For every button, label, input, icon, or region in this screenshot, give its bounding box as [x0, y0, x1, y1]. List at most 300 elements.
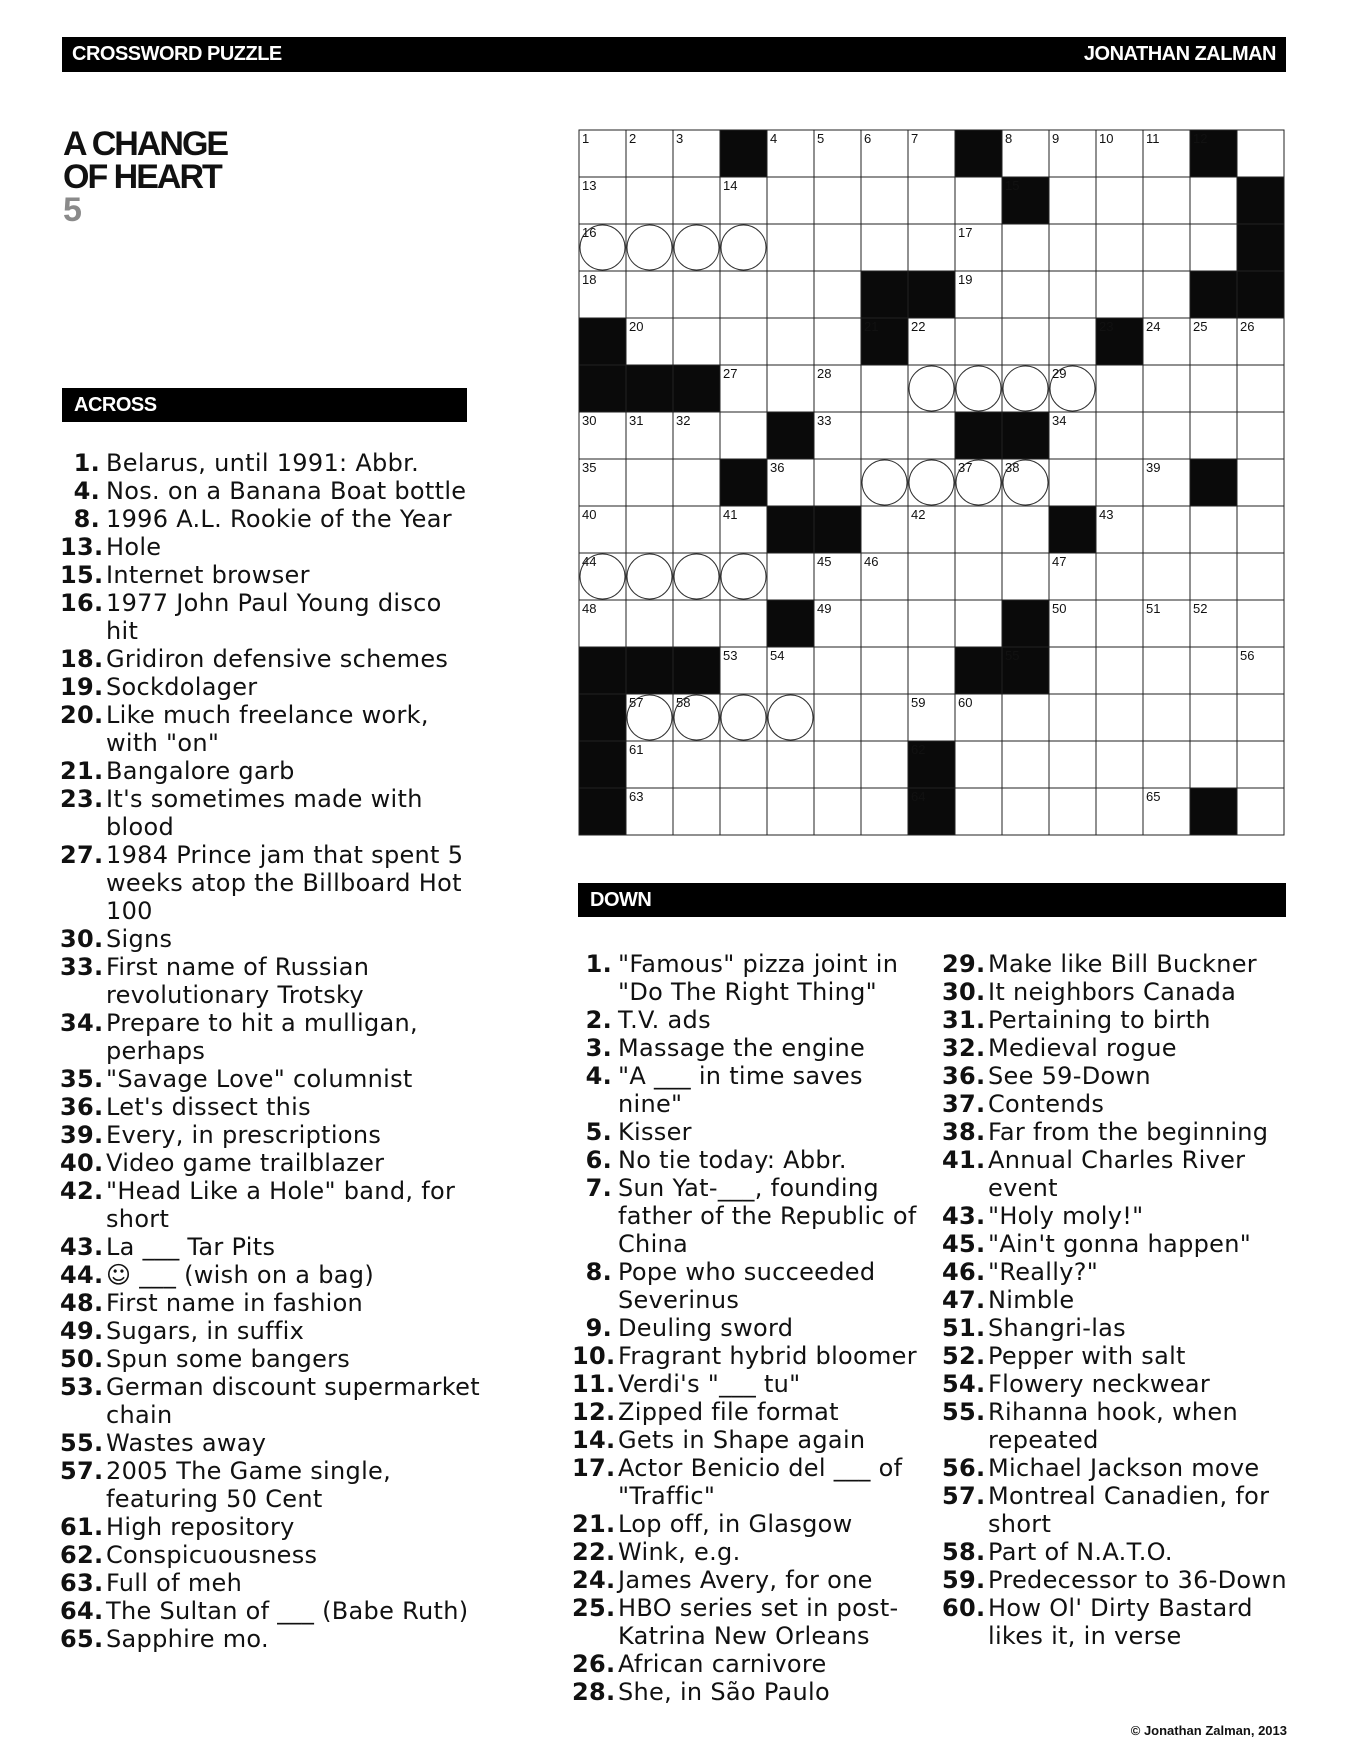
- cell-number: 58: [676, 695, 691, 710]
- grid-cell[interactable]: [1096, 271, 1143, 318]
- grid-cell[interactable]: [1002, 318, 1049, 365]
- grid-cell[interactable]: [767, 318, 814, 365]
- grid-block: [1237, 177, 1284, 224]
- header-author: JONATHAN ZALMAN: [1083, 43, 1276, 65]
- clue-number: 57.: [942, 1482, 986, 1510]
- clue-number: 49.: [60, 1317, 104, 1345]
- clue-text: Annual Charles River event: [988, 1146, 1246, 1202]
- clue-number: 55.: [60, 1429, 104, 1457]
- clue-item: [572, 1034, 932, 1062]
- grid-cell[interactable]: [767, 788, 814, 835]
- clue-item: [942, 1538, 1292, 1566]
- cell-number: 41: [723, 507, 738, 522]
- grid-cell[interactable]: [673, 788, 720, 835]
- grid-cell[interactable]: [1190, 647, 1237, 694]
- grid-cell[interactable]: [626, 177, 673, 224]
- grid-cell[interactable]: [767, 271, 814, 318]
- clue-item: [572, 1062, 932, 1118]
- grid-cell[interactable]: [767, 553, 814, 600]
- clue-number: 39.: [60, 1121, 104, 1149]
- grid-cell[interactable]: [908, 365, 955, 412]
- grid-block: [814, 506, 861, 553]
- clue-text: Sapphire mo.: [106, 1625, 269, 1653]
- clue-number: 48.: [60, 1289, 104, 1317]
- grid-cell[interactable]: [720, 694, 767, 741]
- cell-number: 17: [958, 225, 973, 240]
- grid-cell[interactable]: [955, 741, 1002, 788]
- grid-cell[interactable]: [908, 177, 955, 224]
- grid-cell[interactable]: [1002, 553, 1049, 600]
- grid-cell[interactable]: [1237, 741, 1284, 788]
- clue-number: 28.: [572, 1678, 616, 1706]
- clue-text: It neighbors Canada: [988, 978, 1237, 1006]
- clue-text: 2005 The Game single, featuring 50 Cent: [106, 1457, 392, 1513]
- cell-number: 21: [864, 319, 879, 334]
- grid-cell[interactable]: [861, 647, 908, 694]
- clue-item: [572, 1426, 932, 1454]
- grid-cell[interactable]: [1143, 224, 1190, 271]
- grid-cell[interactable]: [1002, 506, 1049, 553]
- grid-cell[interactable]: [814, 459, 861, 506]
- cell-number: 64: [911, 789, 926, 804]
- grid-cell[interactable]: [1190, 553, 1237, 600]
- grid-cell[interactable]: [1049, 788, 1096, 835]
- clue-number: 64.: [60, 1597, 104, 1625]
- clue-item: [60, 1177, 480, 1233]
- grid-cell[interactable]: [861, 600, 908, 647]
- clue-text: Verdi's "___ tu": [618, 1370, 801, 1398]
- cell-number: 10: [1099, 131, 1114, 146]
- grid-cell[interactable]: [955, 788, 1002, 835]
- grid-cell[interactable]: [1096, 694, 1143, 741]
- grid-cell[interactable]: [1237, 694, 1284, 741]
- clue-number: 31.: [942, 1006, 986, 1034]
- grid-cell[interactable]: [1143, 365, 1190, 412]
- clue-text: Like much freelance work, with "on": [106, 701, 429, 757]
- grid-cell[interactable]: [673, 553, 720, 600]
- clue-number: 13.: [60, 533, 104, 561]
- clue-text: First name of Russian revolutionary Trotsky: [106, 953, 370, 1009]
- clue-number: 20.: [60, 701, 104, 729]
- across-clue-list: [60, 449, 480, 1653]
- cell-number: 29: [1052, 366, 1067, 381]
- clue-text: Rihanna hook, when repeated: [988, 1398, 1238, 1454]
- clue-text: ☺ ___ (wish on a bag): [106, 1261, 374, 1289]
- clue-text: High repository: [106, 1513, 295, 1541]
- grid-cell[interactable]: [673, 271, 720, 318]
- clue-text: Montreal Canadien, for short: [988, 1482, 1270, 1538]
- grid-cell[interactable]: [673, 506, 720, 553]
- grid-cell[interactable]: [626, 459, 673, 506]
- grid-cell[interactable]: [814, 271, 861, 318]
- cell-number: 60: [958, 695, 973, 710]
- clue-number: 11.: [572, 1370, 616, 1398]
- grid-cell[interactable]: [955, 553, 1002, 600]
- clue-text: Sockdolager: [106, 673, 258, 701]
- cell-number: 32: [676, 413, 691, 428]
- grid-cell[interactable]: [1002, 788, 1049, 835]
- clue-number: 14.: [572, 1426, 616, 1454]
- clue-item: [60, 1317, 480, 1345]
- grid-cell[interactable]: [1096, 741, 1143, 788]
- clue-number: 43.: [60, 1233, 104, 1261]
- grid-cell[interactable]: [1190, 694, 1237, 741]
- grid-cell[interactable]: [767, 741, 814, 788]
- clue-text: Video game trailblazer: [106, 1149, 385, 1177]
- clue-number: 50.: [60, 1345, 104, 1373]
- clue-number: 10.: [572, 1342, 616, 1370]
- cell-number: 22: [911, 319, 926, 334]
- cell-number: 55: [1005, 648, 1020, 663]
- clue-item: [60, 673, 480, 701]
- grid-block: [673, 365, 720, 412]
- grid-cell[interactable]: [673, 177, 720, 224]
- grid-cell[interactable]: [1002, 224, 1049, 271]
- cell-number: 20: [629, 319, 644, 334]
- grid-cell[interactable]: [1143, 553, 1190, 600]
- grid-block: [1237, 271, 1284, 318]
- grid-cell[interactable]: [1096, 224, 1143, 271]
- clue-item: [942, 1258, 1292, 1286]
- grid-cell[interactable]: [814, 177, 861, 224]
- grid-cell[interactable]: [814, 647, 861, 694]
- grid-cell[interactable]: [1049, 177, 1096, 224]
- grid-cell[interactable]: [1049, 459, 1096, 506]
- grid-cell[interactable]: [861, 694, 908, 741]
- clue-number: 4.: [73, 477, 100, 505]
- clue-item: [942, 1594, 1292, 1650]
- clue-item: [572, 1342, 932, 1370]
- title-number: 5: [63, 191, 80, 229]
- cell-number: 48: [582, 601, 597, 616]
- clue-text: Fragrant hybrid bloomer: [618, 1342, 917, 1370]
- cell-number: 16: [582, 225, 597, 240]
- clue-text: Let's dissect this: [106, 1093, 311, 1121]
- clue-number: 62.: [60, 1541, 104, 1569]
- grid-block: [579, 365, 626, 412]
- clue-number: 4.: [585, 1062, 612, 1090]
- grid-cell[interactable]: [1237, 553, 1284, 600]
- grid-cell[interactable]: [1143, 412, 1190, 459]
- clue-item: [60, 1121, 480, 1149]
- grid-cell[interactable]: [814, 224, 861, 271]
- grid-cell[interactable]: [767, 224, 814, 271]
- clue-text: 1996 A.L. Rookie of the Year: [106, 505, 452, 533]
- grid-cell[interactable]: [1190, 365, 1237, 412]
- cell-number: 2: [629, 131, 637, 146]
- grid-cell[interactable]: [1049, 318, 1096, 365]
- grid-block: [1190, 788, 1237, 835]
- clue-text: Spun some bangers: [106, 1345, 351, 1373]
- clue-item: [942, 1370, 1292, 1398]
- grid-cell[interactable]: [1237, 600, 1284, 647]
- clue-item: [942, 1286, 1292, 1314]
- grid-cell[interactable]: [861, 177, 908, 224]
- grid-cell[interactable]: [1237, 412, 1284, 459]
- cell-number: 65: [1146, 789, 1161, 804]
- grid-cell[interactable]: [720, 271, 767, 318]
- grid-cell[interactable]: [1096, 412, 1143, 459]
- grid-cell[interactable]: [908, 459, 955, 506]
- clue-item: [60, 1513, 480, 1541]
- grid-cell[interactable]: [1002, 271, 1049, 318]
- grid-cell[interactable]: [1096, 177, 1143, 224]
- down-clue-list-2: [942, 950, 1292, 1650]
- cell-number: 35: [582, 460, 597, 475]
- header-left: CROSSWORD PUZZLE: [72, 43, 282, 65]
- grid-cell[interactable]: [861, 506, 908, 553]
- clue-text: Wastes away: [106, 1429, 267, 1457]
- clue-item: [572, 1314, 932, 1342]
- grid-cell[interactable]: [861, 365, 908, 412]
- clue-number: 52.: [942, 1342, 986, 1370]
- clue-item: [942, 1342, 1292, 1370]
- grid-cell[interactable]: [908, 224, 955, 271]
- clue-item: [60, 785, 480, 841]
- clue-text: Every, in prescriptions: [106, 1121, 382, 1149]
- grid-cell[interactable]: [861, 459, 908, 506]
- clue-number: 25.: [572, 1594, 616, 1622]
- clue-item: [60, 1597, 480, 1625]
- clue-number: 1.: [73, 449, 100, 477]
- grid-cell[interactable]: [1049, 271, 1096, 318]
- clue-item: [60, 1625, 480, 1653]
- clue-text: Signs: [106, 925, 173, 953]
- cell-number: 40: [582, 507, 597, 522]
- grid-block: [955, 412, 1002, 459]
- clue-item: [60, 841, 480, 925]
- grid-cell[interactable]: [1049, 741, 1096, 788]
- grid-cell[interactable]: [955, 318, 1002, 365]
- grid-block: [955, 130, 1002, 177]
- grid-cell[interactable]: [1190, 506, 1237, 553]
- clue-item: [60, 1429, 480, 1457]
- clue-item: [60, 449, 480, 477]
- grid-cell[interactable]: [908, 647, 955, 694]
- clue-text: Prepare to hit a mulligan, perhaps: [106, 1009, 418, 1065]
- clue-text: Nimble: [988, 1286, 1075, 1314]
- clue-number: 2.: [585, 1006, 612, 1034]
- clue-number: 15.: [60, 561, 104, 589]
- clue-text: It's sometimes made with blood: [106, 785, 423, 841]
- grid-cell[interactable]: [1096, 365, 1143, 412]
- cell-number: 23: [1099, 319, 1114, 334]
- grid-cell[interactable]: [720, 553, 767, 600]
- grid-cell[interactable]: [720, 318, 767, 365]
- grid-cell[interactable]: [908, 553, 955, 600]
- grid-cell[interactable]: [955, 365, 1002, 412]
- grid-cell[interactable]: [720, 412, 767, 459]
- cell-number: 5: [817, 131, 825, 146]
- grid-cell[interactable]: [673, 224, 720, 271]
- clue-item: [942, 1202, 1292, 1230]
- clue-item: [60, 1373, 480, 1429]
- grid-cell[interactable]: [861, 224, 908, 271]
- clue-text: Gets in Shape again: [618, 1426, 866, 1454]
- grid-cell[interactable]: [1190, 177, 1237, 224]
- clue-item: [942, 1230, 1292, 1258]
- grid-cell[interactable]: [626, 271, 673, 318]
- clue-text: "Holy moly!": [988, 1202, 1144, 1230]
- grid-cell[interactable]: [814, 694, 861, 741]
- clue-item: [60, 1009, 480, 1065]
- grid-cell[interactable]: [767, 694, 814, 741]
- grid-cell[interactable]: [1143, 506, 1190, 553]
- grid-cell[interactable]: [1143, 741, 1190, 788]
- clue-item: [572, 1370, 932, 1398]
- grid-block: [626, 365, 673, 412]
- grid-cell[interactable]: [861, 412, 908, 459]
- clue-text: Full of meh: [106, 1569, 243, 1597]
- grid-cell[interactable]: [767, 177, 814, 224]
- grid-cell[interactable]: [1143, 694, 1190, 741]
- clue-text: She, in São Paulo: [618, 1678, 830, 1706]
- grid-cell[interactable]: [861, 741, 908, 788]
- clue-number: 51.: [942, 1314, 986, 1342]
- header-bar: [62, 37, 1286, 72]
- clue-number: 9.: [585, 1314, 612, 1342]
- grid-cell[interactable]: [720, 788, 767, 835]
- grid-cell[interactable]: [1190, 741, 1237, 788]
- grid-cell[interactable]: [1143, 647, 1190, 694]
- clue-text: African carnivore: [618, 1650, 827, 1678]
- cell-number: 49: [817, 601, 832, 616]
- clue-number: 44.: [60, 1261, 104, 1289]
- grid-block: [767, 412, 814, 459]
- grid-cell[interactable]: [1096, 647, 1143, 694]
- down-clue-list-1: [572, 950, 932, 1706]
- grid-cell[interactable]: [1049, 694, 1096, 741]
- grid-cell[interactable]: [1237, 130, 1284, 177]
- clue-item: [60, 925, 480, 953]
- grid-cell[interactable]: [720, 741, 767, 788]
- clue-number: 18.: [60, 645, 104, 673]
- grid-cell[interactable]: [1237, 365, 1284, 412]
- grid-cell[interactable]: [908, 412, 955, 459]
- grid-cell[interactable]: [814, 318, 861, 365]
- clue-number: 5.: [585, 1118, 612, 1146]
- grid-cell[interactable]: [626, 553, 673, 600]
- clue-item: [60, 1149, 480, 1177]
- grid-cell[interactable]: [1049, 647, 1096, 694]
- clue-text: Deuling sword: [618, 1314, 794, 1342]
- grid-cell[interactable]: [814, 788, 861, 835]
- grid-cell[interactable]: [814, 741, 861, 788]
- cell-number: 52: [1193, 601, 1208, 616]
- grid-cell[interactable]: [1096, 788, 1143, 835]
- grid-cell[interactable]: [673, 741, 720, 788]
- grid-cell[interactable]: [626, 600, 673, 647]
- clue-text: Shangri-las: [988, 1314, 1126, 1342]
- grid-cell[interactable]: [626, 224, 673, 271]
- grid-cell[interactable]: [908, 600, 955, 647]
- grid-cell[interactable]: [955, 600, 1002, 647]
- grid-cell[interactable]: [673, 459, 720, 506]
- grid-cell[interactable]: [1049, 224, 1096, 271]
- cell-number: 26: [1240, 319, 1255, 334]
- clue-text: Bangalore garb: [106, 757, 295, 785]
- clue-text: Make like Bill Buckner: [988, 950, 1257, 978]
- grid-cell[interactable]: [1096, 553, 1143, 600]
- clue-item: [572, 1146, 932, 1174]
- clue-item: [572, 1510, 932, 1538]
- cell-number: 14: [723, 178, 738, 193]
- clue-number: 19.: [60, 673, 104, 701]
- grid-cell[interactable]: [955, 177, 1002, 224]
- clue-number: 42.: [60, 1177, 104, 1205]
- clue-text: Michael Jackson move: [988, 1454, 1260, 1482]
- grid-cell[interactable]: [1096, 600, 1143, 647]
- clue-text: See 59-Down: [988, 1062, 1151, 1090]
- grid-cell[interactable]: [861, 788, 908, 835]
- grid-cell[interactable]: [1190, 412, 1237, 459]
- clue-item: [60, 645, 480, 673]
- grid-block: [767, 600, 814, 647]
- cell-number: 56: [1240, 648, 1255, 663]
- cell-number: 19: [958, 272, 973, 287]
- cell-number: 59: [911, 695, 926, 710]
- clue-number: 17.: [572, 1454, 616, 1482]
- clue-number: 8.: [585, 1258, 612, 1286]
- grid-cell[interactable]: [673, 600, 720, 647]
- clue-number: 12.: [572, 1398, 616, 1426]
- grid-cell[interactable]: [1096, 459, 1143, 506]
- clue-number: 61.: [60, 1513, 104, 1541]
- grid-cell[interactable]: [955, 506, 1002, 553]
- grid-cell[interactable]: [1237, 506, 1284, 553]
- clue-number: 53.: [60, 1373, 104, 1401]
- grid-cell[interactable]: [720, 224, 767, 271]
- grid-cell[interactable]: [1002, 694, 1049, 741]
- grid-cell[interactable]: [1237, 459, 1284, 506]
- grid-cell[interactable]: [1237, 788, 1284, 835]
- clue-text: Lop off, in Glasgow: [618, 1510, 853, 1538]
- cell-number: 61: [629, 742, 644, 757]
- clue-text: Actor Benicio del ___ of "Traffic": [618, 1454, 903, 1510]
- cell-number: 50: [1052, 601, 1067, 616]
- cell-number: 37: [958, 460, 973, 475]
- grid-cell[interactable]: [1190, 224, 1237, 271]
- clue-text: Sugars, in suffix: [106, 1317, 305, 1345]
- grid-cell[interactable]: [1002, 365, 1049, 412]
- grid-cell[interactable]: [1143, 271, 1190, 318]
- clue-number: 16.: [60, 589, 104, 617]
- clue-text: "Head Like a Hole" band, for short: [106, 1177, 456, 1233]
- grid-cell[interactable]: [720, 600, 767, 647]
- grid-cell[interactable]: [673, 318, 720, 365]
- grid-cell[interactable]: [1002, 741, 1049, 788]
- clue-item: [572, 1118, 932, 1146]
- clue-item: [942, 1566, 1292, 1594]
- clue-number: 54.: [942, 1370, 986, 1398]
- clue-item: [60, 1345, 480, 1373]
- grid-cell[interactable]: [1143, 177, 1190, 224]
- clue-item: [572, 1650, 932, 1678]
- title-line-2: OF HEART: [63, 158, 221, 196]
- clue-item: [572, 950, 932, 1006]
- clue-number: 36.: [60, 1093, 104, 1121]
- clue-number: 59.: [942, 1566, 986, 1594]
- clue-text: The Sultan of ___ (Babe Ruth): [106, 1597, 469, 1625]
- clue-item: [60, 757, 480, 785]
- cell-number: 47: [1052, 554, 1067, 569]
- clue-number: 56.: [942, 1454, 986, 1482]
- grid-cell[interactable]: [767, 365, 814, 412]
- cell-number: 46: [864, 554, 879, 569]
- grid-cell[interactable]: [626, 506, 673, 553]
- clue-number: 22.: [572, 1538, 616, 1566]
- clue-number: 60.: [942, 1594, 986, 1622]
